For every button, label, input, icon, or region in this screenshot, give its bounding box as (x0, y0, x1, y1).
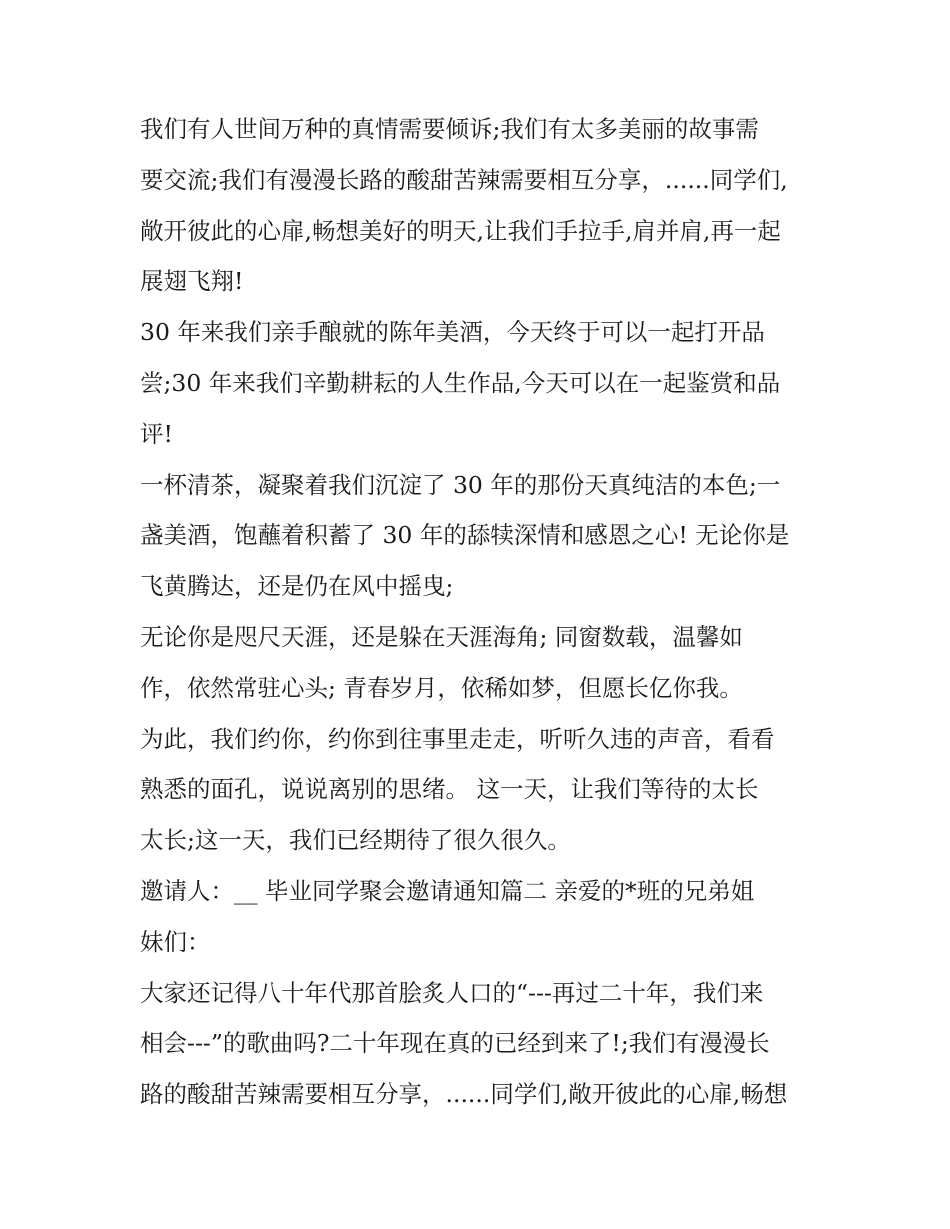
text-line: 尝;30 年来我们辛勤耕耘的人生作品,今天可以在一起鉴赏和品 (140, 368, 781, 397)
text-line: 熟悉的面孔，说说离别的思绪。 这一天，让我们等待的太长 (140, 775, 759, 804)
text-line: 为此，我们约你，约你到往事里走走，听听久违的声音，看看 (140, 724, 775, 753)
text-line: 要交流;我们有漫漫长路的酸甜苦辣需要相互分享，......同学们, (140, 165, 788, 194)
text-line: 无论你是咫尺天涯，还是躲在天涯海角; 同窗数载，温馨如 (140, 622, 743, 651)
text-line: 太长;这一天，我们已经期待了很久很久。 (140, 826, 571, 855)
text-line: 我们有人世间万种的真情需要倾诉;我们有太多美丽的故事需 (140, 115, 759, 143)
text-line: 一杯清茶，凝聚着我们沉淀了 30 年的那份天真纯洁的本色;一 (140, 470, 781, 499)
text-line: 作，依然常驻心头; 青春岁月，依稀如梦，但愿长亿你我。 (140, 673, 743, 702)
text-line: 展翅飞翔! (140, 267, 244, 296)
document-body (140, 104, 830, 1120)
text-line: 大家还记得八十年代那首脍炙人口的“---再过二十年，我们来 (140, 978, 764, 1007)
text-line: 邀请人：__ 毕业同学聚会邀请通知篇二 亲爱的*班的兄弟姐 (140, 876, 755, 905)
text-line: 30 年来我们亲手酿就的陈年美酒，今天终于可以一起打开品 (140, 318, 765, 347)
text-line: 敞开彼此的心扉,畅想美好的明天,让我们手拉手,肩并肩,再一起 (140, 216, 781, 245)
text-line: 评! (140, 419, 173, 448)
text-line: 飞黄腾达，还是仍在风中摇曳; (140, 572, 454, 601)
text-line: 盏美酒，饱蘸着积蓄了 30 年的舔犊深情和感恩之心! 无论你是 (140, 521, 790, 550)
text-line: 路的酸甜苦辣需要相互分享，......同学们,敞开彼此的心扉,畅想 (140, 1080, 788, 1109)
text-line: 妹们： (140, 927, 211, 956)
text-line: 相会---”的歌曲吗?二十年现在真的已经到来了!;我们有漫漫长 (140, 1029, 770, 1058)
